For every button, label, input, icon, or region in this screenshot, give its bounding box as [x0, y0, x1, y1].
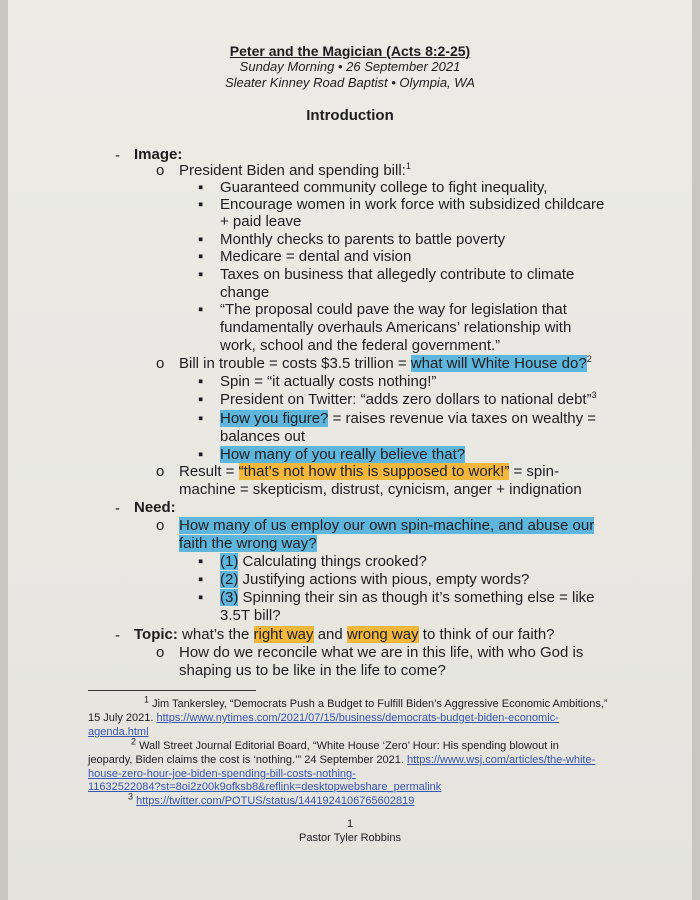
- outline-item: shaping us to be like in the life to come?: [179, 662, 446, 679]
- outline-item: [179, 517, 594, 534]
- footer-author: Pastor Tyler Robbins: [299, 832, 401, 844]
- footnote-link[interactable]: 11632522084?st=8oi2z00k9ofksb8&reflink=desktopwebshare_permalink: [88, 781, 442, 793]
- circle-bullet: o: [156, 644, 165, 661]
- highlight-blue: How many of us employ our own spin-machine, and abuse our: [179, 517, 595, 534]
- image-label: Image:: [134, 146, 183, 163]
- highlight-blue: (3): [220, 589, 239, 606]
- outline-item: machine = skepticism, distrust, cynicism, anger + indignation: [179, 481, 582, 498]
- circle-bullet: o: [156, 355, 165, 372]
- square-bullet: ▪: [198, 266, 204, 283]
- square-bullet: ▪: [198, 553, 204, 570]
- square-bullet: ▪: [198, 231, 204, 248]
- footnote-ref: 2: [586, 354, 592, 364]
- square-bullet: ▪: [198, 179, 204, 196]
- outline-subitem: How you figure? = raises revenue via taxes on wealthy =: [220, 410, 597, 427]
- dash-bullet: -: [115, 500, 120, 517]
- outline-subitem: “The proposal could pave the way for legislation that: [220, 301, 567, 318]
- topic-line: Topic: what’s the right way and wrong way to think of our faith?: [134, 626, 555, 643]
- footnote-ref: 1: [405, 161, 411, 171]
- dash-bullet: -: [115, 147, 120, 164]
- circle-bullet: o: [156, 517, 165, 534]
- outline-subitem: balances out: [220, 428, 306, 445]
- footnote-1-cont: [88, 726, 149, 739]
- footnote-link[interactable]: https://www.wsj.com/articles/the-white-: [406, 754, 596, 766]
- outline-subitem: fundamentally overhauls Americans’ relationship with: [220, 319, 572, 336]
- circle-bullet: o: [156, 463, 165, 480]
- outline-item: How do we reconcile what we are in this life, with who God is: [179, 644, 584, 661]
- footnote-link[interactable]: agenda.html: [88, 726, 149, 738]
- topic-label: Topic:: [134, 626, 178, 643]
- sermon-title: Peter and the Magician (Acts 8:2-25): [229, 43, 471, 59]
- square-bullet: ▪: [198, 301, 204, 318]
- page-number: 1: [346, 818, 354, 830]
- square-bullet: ▪: [198, 571, 204, 588]
- document-page: [8, 0, 692, 900]
- highlight-blue: (2): [220, 571, 239, 588]
- highlight-yellow: right way: [253, 626, 314, 643]
- outline-subitem: 3.5T bill?: [220, 607, 281, 624]
- highlight-blue: How many of you really believe that?: [220, 446, 466, 463]
- outline-subitem: Monthly checks to parents to battle poverty: [220, 231, 506, 248]
- footnote-ref: 3: [591, 390, 597, 400]
- outline-subitem: Spin = “it actually costs nothing!”: [220, 373, 437, 390]
- outline-subitem: Guaranteed community college to fight inequality,: [220, 179, 548, 196]
- outline-item: Bill in trouble = costs $3.5 trillion = what will White House do?$^2$: [179, 354, 592, 372]
- square-bullet: ▪: [198, 589, 204, 606]
- dash-bullet: -: [115, 627, 120, 644]
- section-heading: Introduction: [306, 107, 394, 124]
- need-label: Need:: [134, 499, 176, 516]
- highlight-yellow: “that’s not how this is supposed to work!”: [238, 463, 510, 480]
- outline-subitem: Medicare = dental and vision: [220, 248, 412, 265]
- outline-item: President Biden and spending bill:$^1$: [179, 161, 411, 179]
- footnote-3: $^3$ https://twitter.com/POTUS/status/1441924106765602819: [128, 791, 415, 807]
- outline-subitem: Taxes on business that allegedly contribute to climate: [220, 266, 575, 283]
- circle-bullet: o: [156, 162, 165, 179]
- outline-item: Result = “that’s not how this is supposed to work!” = spin-: [179, 463, 559, 480]
- footnote-divider: [88, 690, 256, 691]
- highlight-blue: How you figure?: [220, 410, 329, 427]
- footnote-2-cont: jeopardy, Biden claims the cost is ‘nothing.’” 24 September 2021. https://www.wsj.com/articles/the-white-: [88, 754, 596, 766]
- outline-subitem: President on Twitter: “adds zero dollars to national debt”$^3$: [220, 390, 597, 408]
- outline-subitem: change: [220, 284, 270, 301]
- footnote-2: $^2$ Wall Street Journal Editorial Board, “White House ‘Zero’ Hour: His spending blowout in: [131, 736, 559, 752]
- footnote-link[interactable]: https://www.nytimes.com/2021/07/15/business/democrats-budget-biden-economic-: [156, 712, 559, 724]
- highlight-blue: what will White House do?: [410, 355, 587, 372]
- outline-subitem: (2) Justifying actions with pious, empty words?: [220, 571, 530, 588]
- service-date: Sunday Morning • 26 September 2021: [239, 59, 461, 74]
- outline-subitem: (1) Calculating things crooked?: [220, 553, 427, 570]
- church-location: Sleater Kinney Road Baptist • Olympia, WA: [225, 75, 475, 90]
- square-bullet: ▪: [198, 373, 204, 390]
- footnote-2-cont: [88, 781, 441, 794]
- footnote-1-cont: 15 July 2021. https://www.nytimes.com/2021/07/15/business/democrats-budget-biden-economic-: [88, 712, 559, 724]
- footnote-1: $^1$ Jim Tankersley, “Democrats Push a Budget to Fulfill Biden’s Aggressive Economic Ambitions,”: [144, 694, 608, 710]
- footnote-link[interactable]: house-zero-hour-joe-biden-spending-bill-costs-nothing-: [88, 768, 356, 780]
- outline-subitem: Encourage women in work force with subsidized childcare: [220, 196, 605, 213]
- outline-item: [179, 535, 317, 552]
- square-bullet: ▪: [198, 391, 204, 408]
- outline-subitem: work, school and the federal government.”: [220, 337, 501, 354]
- outline-subitem: [220, 446, 465, 463]
- highlight-yellow: wrong way: [346, 626, 419, 643]
- square-bullet: ▪: [198, 248, 204, 265]
- square-bullet: ▪: [198, 196, 204, 213]
- highlight-blue: faith the wrong way?: [179, 535, 317, 552]
- outline-subitem: (3) Spinning their sin as though it’s something else = like: [220, 589, 595, 606]
- highlight-blue: (1): [220, 553, 239, 570]
- square-bullet: ▪: [198, 410, 204, 427]
- square-bullet: ▪: [198, 446, 204, 463]
- footnote-link[interactable]: https://twitter.com/POTUS/status/1441924106765602819: [136, 795, 415, 807]
- footnote-2-cont: [88, 768, 356, 781]
- outline-subitem: + paid leave: [220, 213, 302, 230]
